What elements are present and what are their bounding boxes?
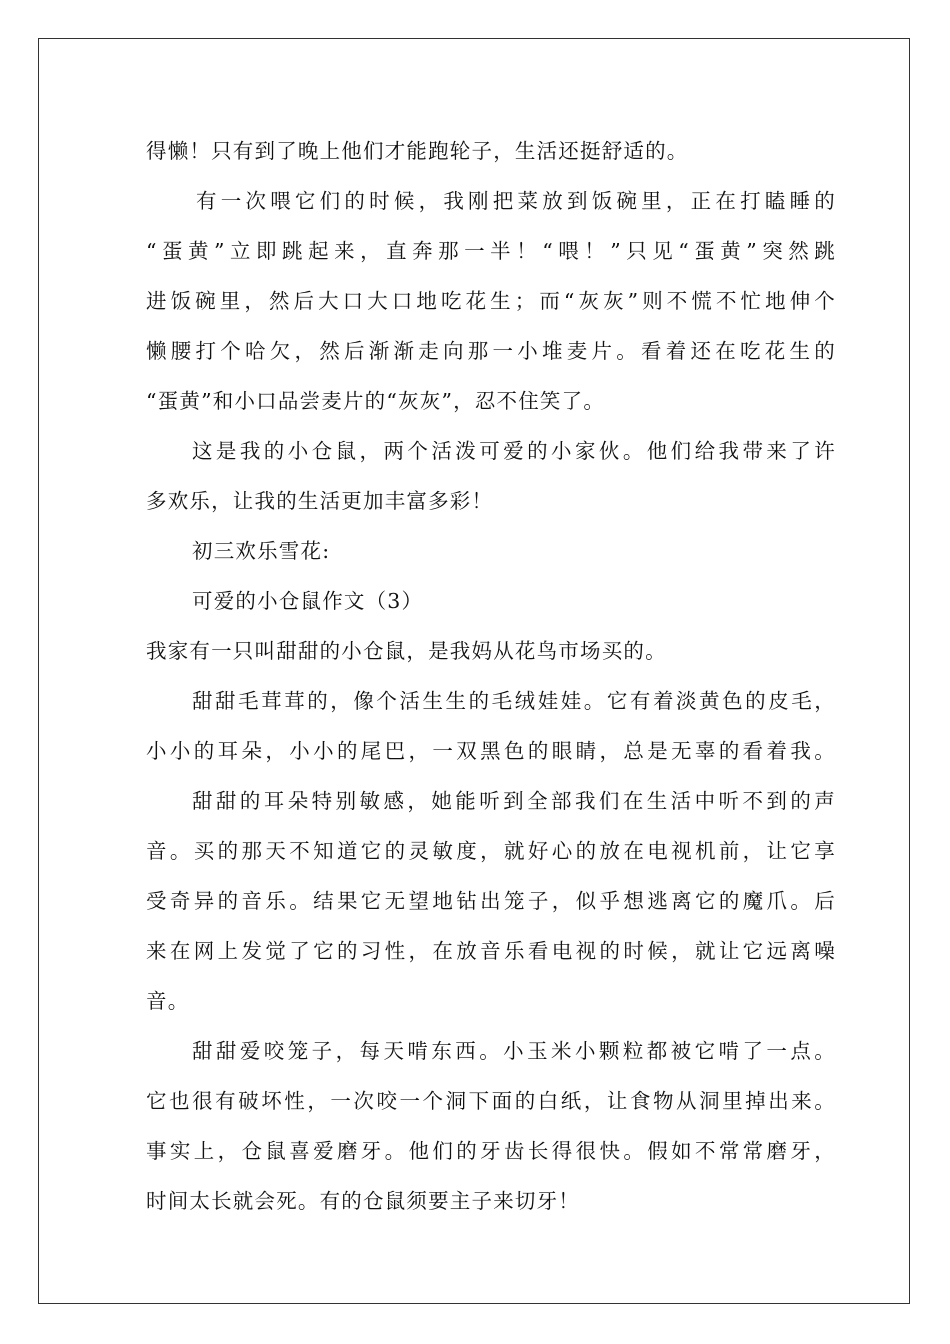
text-line: 受奇异的音乐。结果它无望地钻出笼子，似乎想逃离它的魔爪。后: [146, 889, 836, 913]
text-line: “蛋黄”立即跳起来，直奔那一半！“喂！”只见“蛋黄”突然跳: [146, 239, 836, 263]
text-line: 这是我的小仓鼠，两个活泼可爱的小家伙。他们给我带来了许: [192, 439, 836, 463]
text-line: 音。买的那天不知道它的灵敏度，就好心的放在电视机前，让它享: [146, 839, 836, 863]
text-line: 得懒！只有到了晚上他们才能跑轮子，生活还挺舒适的。: [146, 139, 689, 163]
text-line: 可爱的小仓鼠作文（3）: [192, 589, 424, 613]
text-line: 来在网上发觉了它的习性，在放音乐看电视的时候，就让它远离噪: [146, 939, 836, 963]
text-line: 进饭碗里，然后大口大口地吃花生；而“灰灰”则不慌不忙地伸个: [146, 289, 836, 313]
text-line: “蛋黄”和小口品尝麦片的“灰灰”，忍不住笑了。: [146, 389, 606, 413]
text-line: 音。: [146, 989, 190, 1013]
text-line: 小小的耳朵，小小的尾巴，一双黑色的眼睛，总是无辜的看着我。: [146, 739, 836, 763]
text-line: 甜甜爱咬笼子，每天啃东西。小玉米小颗粒都被它啃了一点。: [192, 1039, 836, 1063]
text-line: 甜甜的耳朵特别敏感，她能听到全部我们在生活中听不到的声: [192, 789, 836, 813]
text-line: 我家有一只叫甜甜的小仓鼠，是我妈从花鸟市场买的。: [146, 639, 667, 663]
text-line: 多欢乐，让我的生活更加丰富多彩！: [146, 489, 494, 513]
text-line: 事实上，仓鼠喜爱磨牙。他们的牙齿长得很快。假如不常常磨牙，: [146, 1139, 836, 1163]
text-line: 它也很有破坏性，一次咬一个洞下面的白纸，让食物从洞里掉出来。: [146, 1089, 836, 1113]
text-line: 甜甜毛茸茸的，像个活生生的毛绒娃娃。它有着淡黄色的皮毛，: [192, 689, 836, 713]
text-line: 初三欢乐雪花:: [192, 539, 331, 563]
text-line: 有一次喂它们的时候，我刚把菜放到饭碗里，正在打瞌睡的: [196, 189, 836, 213]
document-body: [146, 126, 836, 1226]
text-line: 时间太长就会死。有的仓鼠须要主子来切牙！: [146, 1189, 580, 1213]
text-line: 懒腰打个哈欠，然后渐渐走向那一小堆麦片。看着还在吃花生的: [146, 339, 836, 363]
